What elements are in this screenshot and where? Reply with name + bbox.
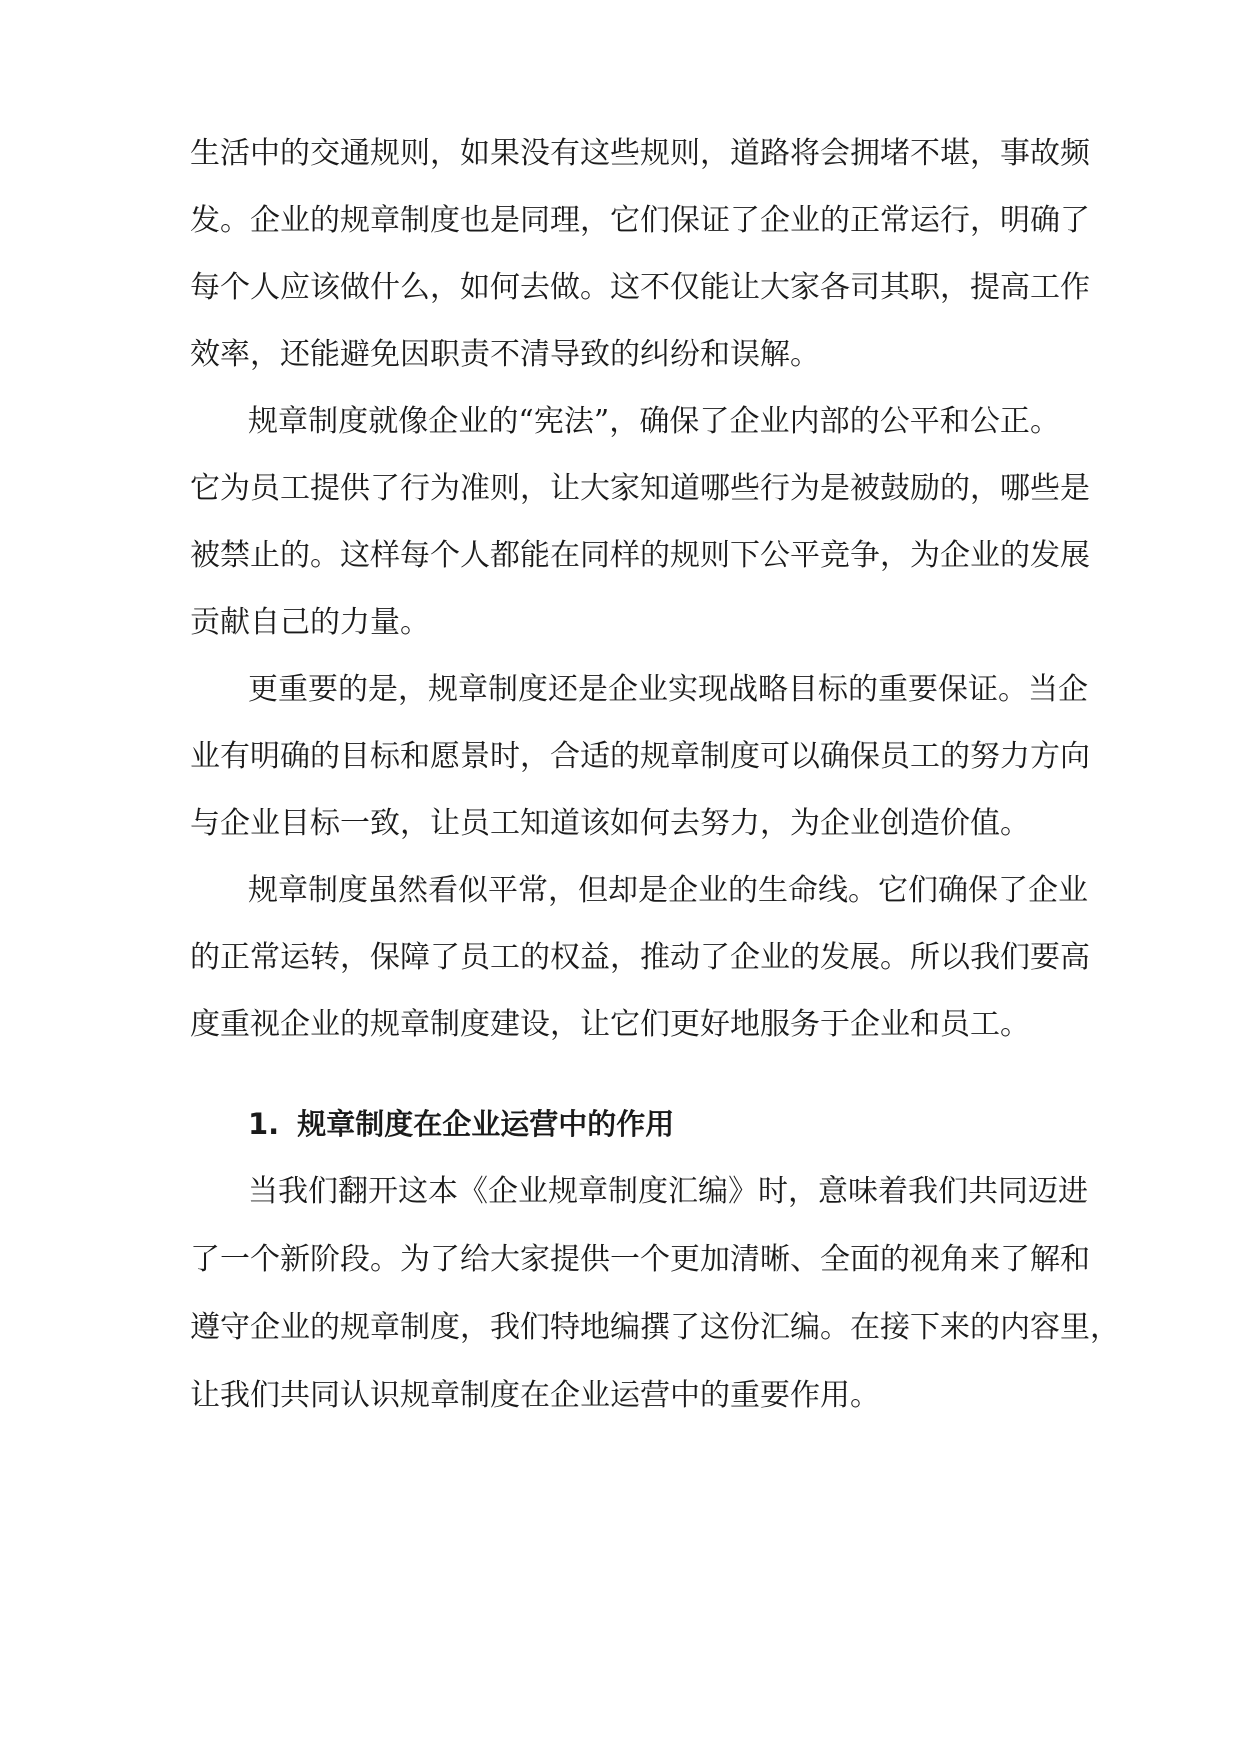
paragraph-1-line-1: 生活中的交通规则，如果没有这些规则，道路将会拥堵不堪，事故频 [190, 136, 1090, 171]
paragraph-4-line-3: 度重视企业的规章制度建设，让它们更好地服务于企业和员工。 [190, 1007, 1030, 1042]
paragraph-4-line-2: 的正常运转，保障了员工的权益，推动了企业的发展。所以我们要高 [190, 940, 1090, 975]
section-paragraph-line-1: 当我们翻开这本《企业规章制度汇编》时，意味着我们共同迈进 [248, 1174, 1088, 1209]
paragraph-1-line-2: 发。企业的规章制度也是同理，它们保证了企业的正常运行，明确了 [190, 203, 1090, 238]
paragraph-1-line-3: 每个人应该做什么，如何去做。这不仅能让大家各司其职，提高工作 [190, 270, 1090, 305]
paragraph-3-line-3: 与企业目标一致，让员工知道该如何去努力，为企业创造价值。 [190, 806, 1030, 841]
paragraph-2-line-1: 规章制度就像企业的“宪法”，确保了企业内部的公平和公正。 [248, 404, 1060, 439]
section-paragraph-line-2: 了一个新阶段。为了给大家提供一个更加清晰、全面的视角来了解和 [190, 1242, 1090, 1277]
section-heading [248, 1104, 948, 1144]
paragraph-1-line-4: 效率，还能避免因职责不清导致的纠纷和误解。 [190, 337, 820, 372]
paragraph-2-line-2: 它为员工提供了行为准则，让大家知道哪些行为是被鼓励的，哪些是 [190, 471, 1090, 506]
section-title: 规章制度在企业运营中的作用 [297, 1107, 675, 1141]
paragraph-3-line-2: 业有明确的目标和愿景时，合适的规章制度可以确保员工的努力方向 [190, 739, 1090, 774]
paragraph-4-line-1: 规章制度虽然看似平常，但却是企业的生命线。它们确保了企业 [248, 873, 1088, 908]
paragraph-2-line-3: 被禁止的。这样每个人都能在同样的规则下公平竞争，为企业的发展 [190, 538, 1090, 573]
paragraph-3-line-1: 更重要的是，规章制度还是企业实现战略目标的重要保证。当企 [248, 672, 1088, 707]
section-paragraph-line-3: 遵守企业的规章制度，我们特地编撰了这份汇编。在接下来的内容里， [190, 1310, 1120, 1345]
section-paragraph-line-4: 让我们共同认识规章制度在企业运营中的重要作用。 [190, 1378, 880, 1413]
section-number: 1. [248, 1107, 280, 1141]
paragraph-2-line-4: 贡献自己的力量。 [190, 605, 430, 640]
